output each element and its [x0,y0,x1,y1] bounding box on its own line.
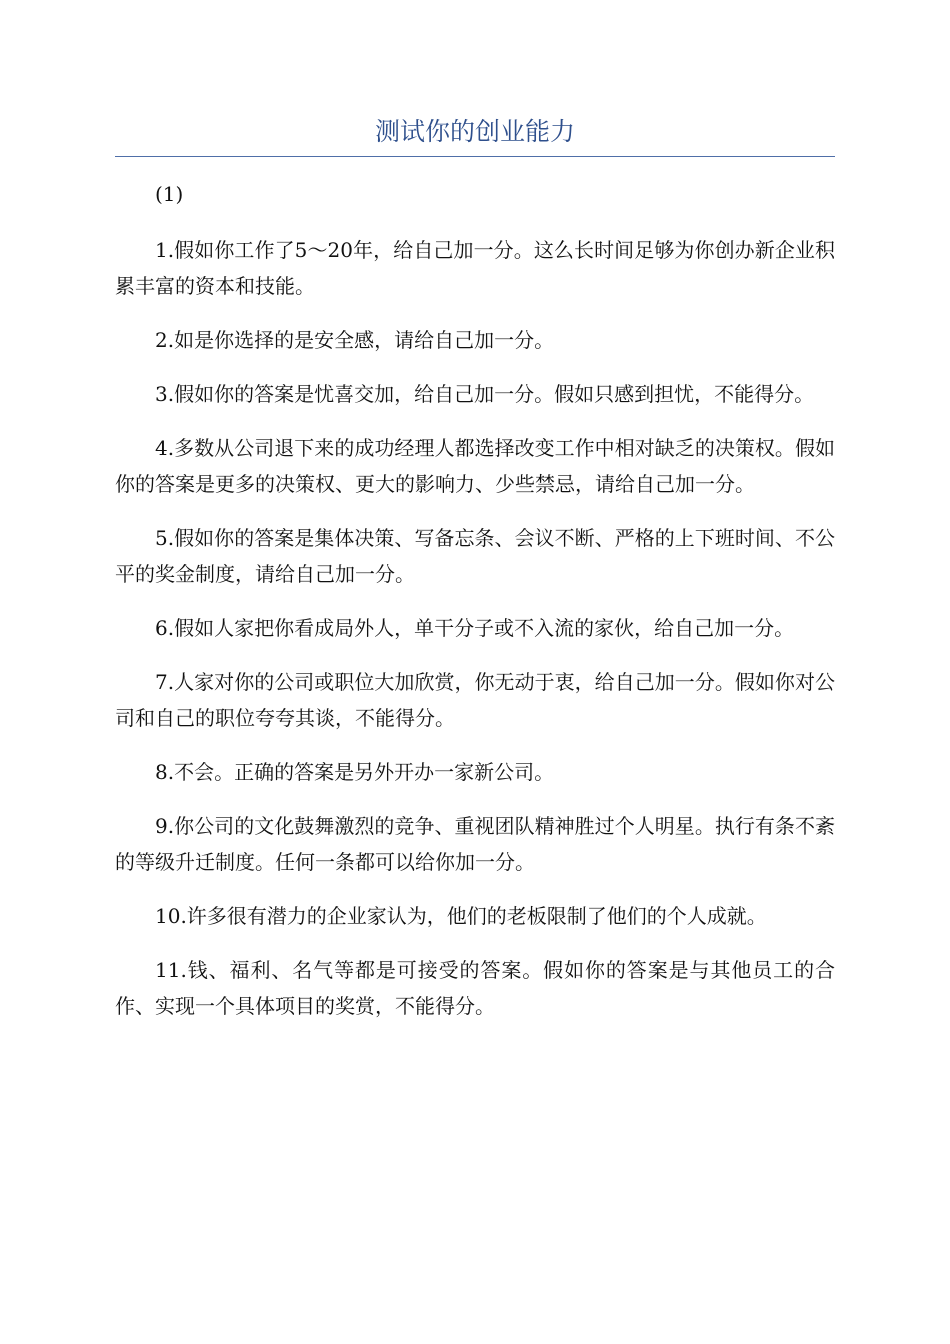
paragraph-5: 5.假如你的答案是集体决策、写备忘条、会议不断、严格的上下班时间、不公平的奖金制度，请给自己加一分。 [115,526,835,586]
title-block [115,112,835,157]
paragraph-9: 9.你公司的文化鼓舞激烈的竞争、重视团队精神胜过个人明星。执行有条不紊的等级升迁制度。任何一条都可以给你加一分。 [115,814,835,874]
paragraph-7: 7.人家对你的公司或职位大加欣赏，你无动于衷，给自己加一分。假如你对公司和自己的职位夸夸其谈，不能得分。 [115,670,835,730]
section-label: (1) [155,182,184,206]
paragraph-4: 4.多数从公司退下来的成功经理人都选择改变工作中相对缺乏的决策权。假如你的答案是更多的决策权、更大的影响力、少些禁忌，请给自己加一分。 [115,436,835,496]
paragraph-8: 8.不会。正确的答案是另外开办一家新公司。 [155,760,555,784]
paragraph-11: 11.钱、福利、名气等都是可接受的答案。假如你的答案是与其他员工的合作、实现一个具体项目的奖赏，不能得分。 [115,958,835,1018]
paragraph-1: 1.假如你工作了5～20年，给自己加一分。这么长时间足够为你创办新企业积累丰富的资本和技能。 [115,238,835,298]
paragraph-10: 10.许多很有潜力的企业家认为，他们的老板限制了他们的个人成就。 [155,904,767,928]
document-title: 测试你的创业能力 [374,117,575,146]
paragraph-3: 3.假如你的答案是忧喜交加，给自己加一分。假如只感到担忧，不能得分。 [155,382,815,406]
paragraph-6: 6.假如人家把你看成局外人，单干分子或不入流的家伙，给自己加一分。 [155,616,795,640]
paragraph-2: 2.如是你选择的是安全感，请给自己加一分。 [155,328,555,352]
document-body [115,176,835,1042]
